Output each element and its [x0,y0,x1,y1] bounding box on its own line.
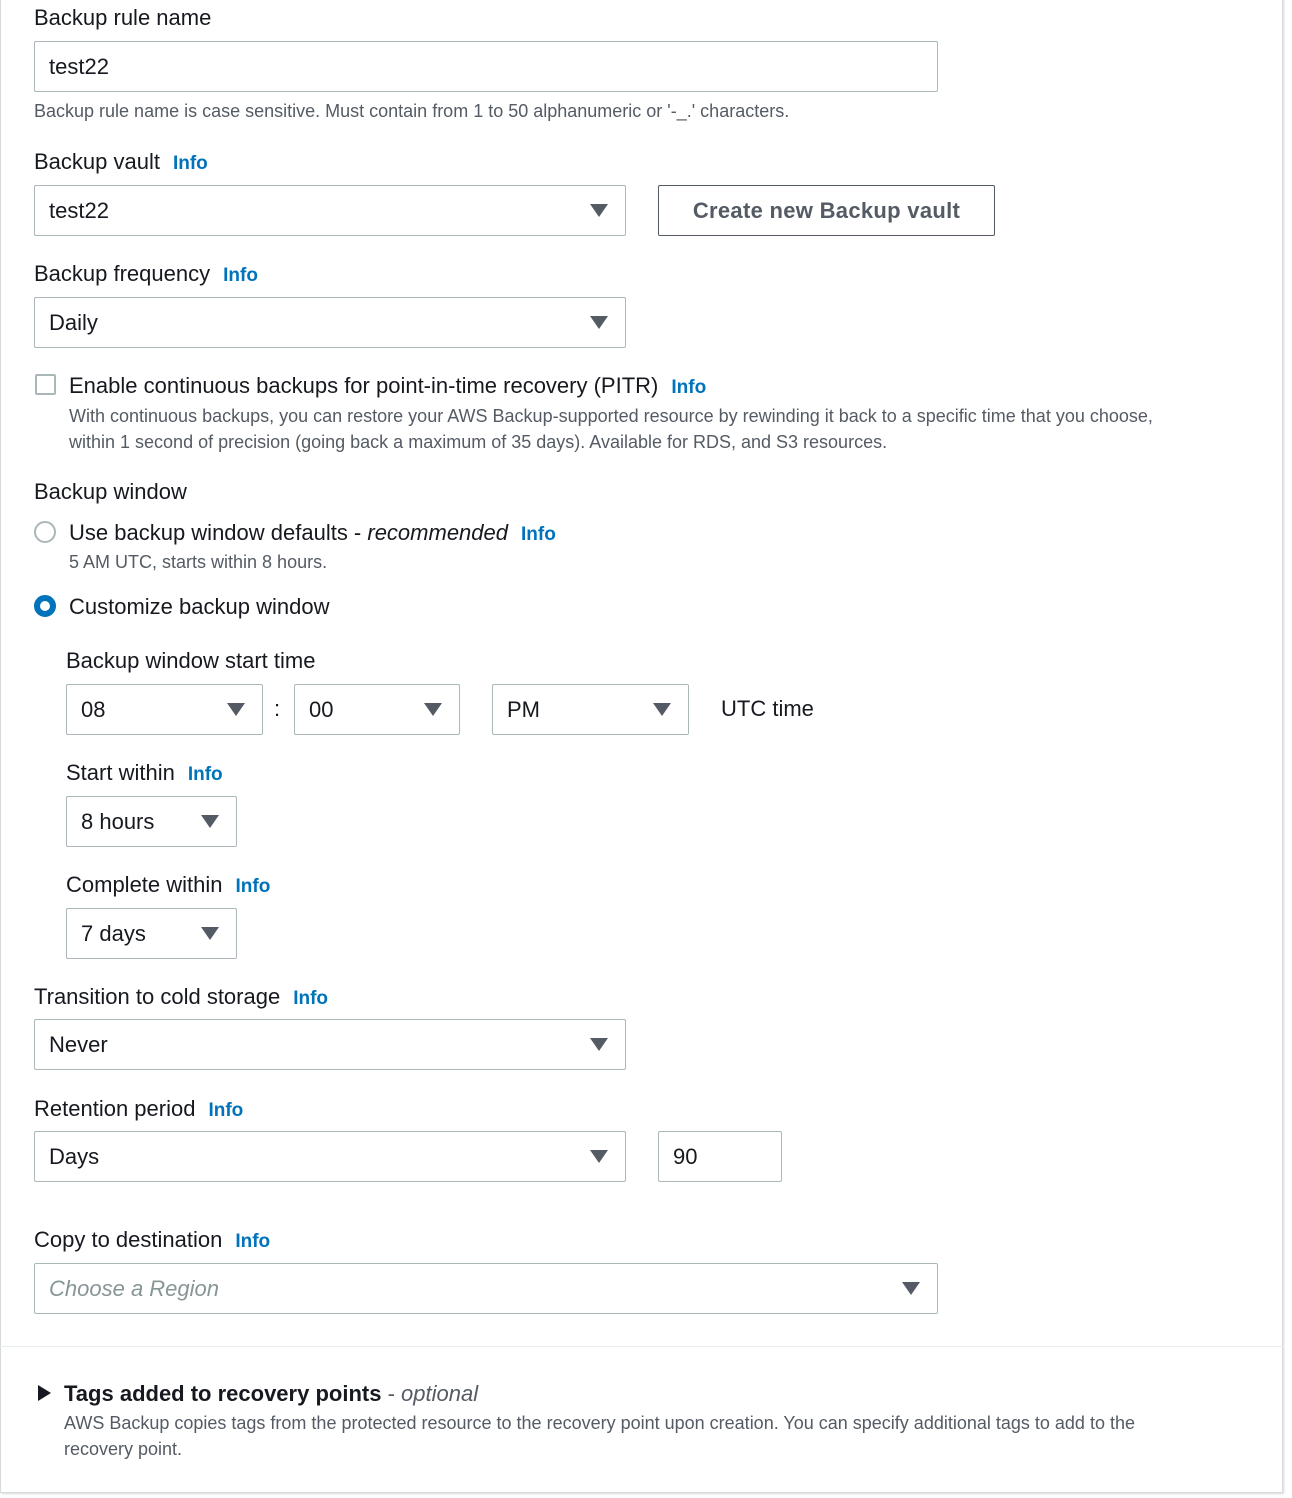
default-window-recommended: recommended [367,520,509,545]
pitr-info-link[interactable]: Info [671,377,707,398]
vault-select[interactable] [34,185,626,236]
vault-label: Backup vault [34,149,160,174]
frequency-label-row [34,261,258,287]
tags-description [64,1410,1135,1462]
pitr-description [69,403,1153,455]
tags-title-dash: - [381,1381,402,1406]
hour-value: 08 [81,696,106,722]
start-within-label-row [66,760,223,786]
complete-within-value: 7 days [81,920,146,946]
caret-down-icon [902,1282,920,1295]
caret-down-icon [590,204,608,217]
caret-down-icon [590,316,608,329]
start-within-label: Start within [66,760,175,785]
pitr-label[interactable]: Enable continuous backups for point-in-time recovery (PITR) [69,373,659,398]
rule-name-value: test22 [49,53,109,79]
complete-within-label-row [66,872,270,898]
caret-right-icon[interactable] [38,1385,51,1401]
vault-info-link[interactable]: Info [172,153,208,174]
time-separator: : [274,696,281,721]
minute-select[interactable] [294,684,460,735]
section-divider [0,1346,1283,1347]
custom-window-radio[interactable] [34,595,56,617]
rule-name-input[interactable] [34,41,938,92]
frequency-value: Daily [49,309,98,335]
copy-destination-label-row [34,1227,270,1253]
retention-label: Retention period [34,1096,196,1121]
pitr-label-row [69,373,706,399]
frequency-select[interactable] [34,297,626,348]
default-window-radio[interactable] [34,521,56,543]
cold-storage-label: Transition to cold storage [34,984,281,1009]
tags-description-line1: AWS Backup copies tags from the protected resource to the recovery point upon creation. You can specify additional tags to add to the [64,1413,1135,1433]
cold-storage-label-row [34,984,328,1010]
vault-value: test22 [49,197,109,223]
ampm-value: PM [507,696,540,722]
complete-within-select[interactable] [66,908,237,959]
complete-within-label: Complete within [66,872,223,897]
hour-select[interactable] [66,684,263,735]
rule-name-label: Backup rule name [34,5,212,30]
ampm-select[interactable] [492,684,689,735]
window-label: Backup window [34,479,187,504]
retention-label-row [34,1096,243,1122]
cold-storage-info-link[interactable]: Info [293,988,329,1009]
tags-description-line2: recovery point. [64,1439,183,1459]
timezone-label: UTC time [721,696,814,721]
tags-expander[interactable] [64,1381,478,1407]
create-vault-button[interactable]: Create new Backup vault [658,185,995,236]
cold-storage-select[interactable] [34,1019,626,1070]
pitr-description-line2: within 1 second of precision (going back a maximum of 35 days). Available for RDS, and S3 resources. [69,432,888,452]
frequency-info-link[interactable]: Info [223,265,258,286]
start-within-value: 8 hours [81,808,155,834]
caret-down-icon [424,703,442,716]
retention-info-link[interactable]: Info [208,1100,244,1121]
caret-down-icon [653,703,671,716]
retention-amount-input[interactable] [658,1131,782,1182]
pitr-checkbox[interactable] [35,374,56,395]
cold-storage-value: Never [49,1031,108,1057]
copy-destination-label: Copy to destination [34,1227,223,1252]
caret-down-icon [590,1150,608,1163]
retention-amount-value: 90 [673,1143,698,1169]
caret-down-icon [201,927,219,940]
region-placeholder: Choose a Region [49,1275,220,1301]
region-select[interactable] [34,1263,938,1314]
complete-within-info-link[interactable]: Info [235,876,271,897]
start-time-label: Backup window start time [66,648,316,673]
tags-title: Tags added to recovery points [64,1381,382,1406]
rule-name-hint: Backup rule name is case sensitive. Must contain from 1 to 50 alphanumeric or '-_.' characters. [34,101,790,121]
caret-down-icon [201,815,219,828]
retention-unit-value: Days [49,1143,100,1169]
start-within-info-link[interactable]: Info [187,764,223,785]
copy-destination-info-link[interactable]: Info [235,1231,271,1252]
pitr-description-line1: With continuous backups, you can restore your AWS Backup-supported resource by rewinding it back to a specific time that you choose, [69,406,1153,426]
default-window-label-row [69,520,556,546]
default-window-label[interactable]: Use backup window defaults - [69,520,368,545]
minute-value: 00 [309,696,334,722]
default-window-info-link[interactable]: Info [521,524,556,545]
start-within-select[interactable] [66,796,237,847]
tags-optional: optional [401,1381,479,1406]
default-window-description: 5 AM UTC, starts within 8 hours. [69,552,328,572]
caret-down-icon [227,703,245,716]
retention-unit-select[interactable] [34,1131,626,1182]
vault-label-row [34,149,208,175]
caret-down-icon [590,1038,608,1051]
custom-window-label[interactable]: Customize backup window [69,594,330,619]
frequency-label: Backup frequency [34,261,211,286]
